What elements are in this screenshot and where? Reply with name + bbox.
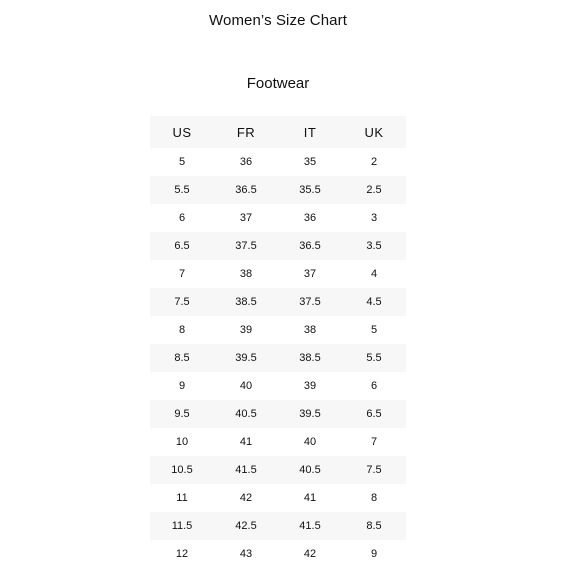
size-cell-uk: 3 xyxy=(370,212,378,224)
size-cell-fr: 39.5 xyxy=(214,344,278,372)
size-cell-uk: 5 xyxy=(370,324,378,336)
size-cell-fr: 37 xyxy=(239,212,253,224)
column-header-us: US xyxy=(150,116,214,148)
table-row xyxy=(150,176,406,204)
table-row xyxy=(150,316,406,344)
size-cell-it: 39 xyxy=(303,380,317,392)
size-cell-uk: 7.5 xyxy=(342,456,406,484)
size-cell-uk: 7 xyxy=(370,436,378,448)
table-row xyxy=(150,456,406,484)
size-cell-fr: 40.5 xyxy=(214,400,278,428)
table-row xyxy=(150,260,406,288)
size-cell-us: 5 xyxy=(178,156,186,168)
size-cell-us: 12 xyxy=(175,548,189,560)
size-cell-fr: 43 xyxy=(239,548,253,560)
size-cell-it: 40.5 xyxy=(278,456,342,484)
column-header-uk: UK xyxy=(342,116,406,148)
size-cell-us: 6.5 xyxy=(150,232,214,260)
size-cell-it: 36.5 xyxy=(278,232,342,260)
size-cell-fr: 36 xyxy=(239,156,253,168)
size-cell-it: 38.5 xyxy=(278,344,342,372)
size-cell-us: 10.5 xyxy=(150,456,214,484)
table-row xyxy=(150,288,406,316)
size-cell-fr: 41.5 xyxy=(214,456,278,484)
table-row xyxy=(150,372,406,400)
size-cell-it: 36 xyxy=(303,212,317,224)
size-cell-it: 37.5 xyxy=(278,288,342,316)
size-cell-it: 38 xyxy=(303,324,317,336)
size-cell-uk: 4 xyxy=(370,268,378,280)
table-row xyxy=(150,540,406,568)
table-row xyxy=(150,148,406,176)
column-header-it: IT xyxy=(278,116,342,148)
table-row xyxy=(150,484,406,512)
size-cell-uk: 6.5 xyxy=(342,400,406,428)
size-cell-fr: 37.5 xyxy=(214,232,278,260)
size-cell-uk: 8.5 xyxy=(342,512,406,540)
size-cell-uk: 2 xyxy=(370,156,378,168)
size-cell-fr: 42.5 xyxy=(214,512,278,540)
size-cell-it: 37 xyxy=(303,268,317,280)
size-cell-us: 7.5 xyxy=(150,288,214,316)
size-cell-uk: 2.5 xyxy=(342,176,406,204)
size-cell-fr: 41 xyxy=(239,436,253,448)
size-cell-us: 5.5 xyxy=(150,176,214,204)
size-cell-it: 41 xyxy=(303,492,317,504)
size-cell-uk: 3.5 xyxy=(342,232,406,260)
size-cell-us: 11 xyxy=(176,492,188,504)
size-cell-uk: 5.5 xyxy=(342,344,406,372)
section-title-footwear: Footwear xyxy=(246,75,310,92)
footwear-size-table xyxy=(150,116,406,568)
size-cell-uk: 6 xyxy=(370,380,378,392)
size-cell-us: 6 xyxy=(178,212,186,224)
table-body xyxy=(150,148,406,568)
size-cell-fr: 38.5 xyxy=(214,288,278,316)
size-cell-fr: 40 xyxy=(239,380,253,392)
size-cell-fr: 42 xyxy=(239,492,253,504)
size-cell-it: 42 xyxy=(303,548,317,560)
size-cell-it: 40 xyxy=(303,436,317,448)
table-row xyxy=(150,232,406,260)
table-row xyxy=(150,428,406,456)
size-cell-fr: 39 xyxy=(239,324,253,336)
size-cell-fr: 38 xyxy=(239,268,253,280)
size-cell-us: 11.5 xyxy=(150,512,214,540)
size-cell-uk: 4.5 xyxy=(342,288,406,316)
size-cell-us: 9.5 xyxy=(150,400,214,428)
size-cell-it: 39.5 xyxy=(278,400,342,428)
table-row xyxy=(150,204,406,232)
size-cell-us: 9 xyxy=(178,380,186,392)
size-cell-us: 7 xyxy=(178,268,186,280)
page-title: Women’s Size Chart xyxy=(209,12,347,29)
size-cell-it: 35 xyxy=(303,156,317,168)
size-cell-us: 8 xyxy=(178,324,186,336)
table-row xyxy=(150,512,406,540)
size-cell-uk: 9 xyxy=(370,548,378,560)
size-cell-fr: 36.5 xyxy=(214,176,278,204)
size-cell-us: 8.5 xyxy=(150,344,214,372)
size-cell-it: 41.5 xyxy=(278,512,342,540)
size-cell-us: 10 xyxy=(175,436,189,448)
table-row xyxy=(150,344,406,372)
column-header-fr: FR xyxy=(214,116,278,148)
table-header-row xyxy=(150,116,406,148)
size-cell-uk: 8 xyxy=(370,492,378,504)
table-row xyxy=(150,400,406,428)
size-cell-it: 35.5 xyxy=(278,176,342,204)
